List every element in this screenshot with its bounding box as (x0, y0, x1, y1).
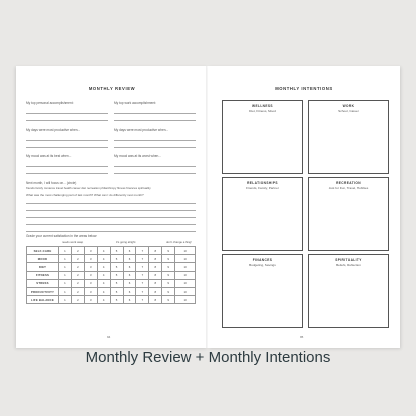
intention-box-title: SPIRITUALITY (335, 258, 362, 262)
grid-score-cell: 2 (71, 247, 84, 255)
grid-row-label: FITNESS (27, 271, 59, 279)
grid-score-cell: 10 (175, 279, 196, 287)
grid-score-cell: 5 (110, 263, 123, 271)
grid-score-cell: 5 (110, 247, 123, 255)
writing-line (26, 203, 196, 204)
grid-score-cell: 7 (136, 271, 149, 279)
grid-score-cell: 1 (59, 279, 72, 287)
grid-score-cell: 2 (71, 287, 84, 295)
grid-row-label: STRESS (27, 279, 59, 287)
product-caption: Monthly Review + Monthly Intentions (85, 349, 331, 366)
grid-score-cell: 4 (97, 263, 110, 271)
grid-row (27, 255, 196, 263)
grid-score-cell: 8 (149, 263, 162, 271)
prompt-rate: Grade your current satisfaction in the areas below: (26, 234, 98, 238)
grid-score-cell: 10 (175, 287, 196, 295)
grid-score-cell: 4 (97, 287, 110, 295)
grid-score-cell: 9 (162, 247, 175, 255)
grid-score-cell: 8 (149, 255, 162, 263)
intention-box-wellness (222, 100, 303, 174)
grid-row (27, 247, 196, 255)
prompt-productive-2: My days were most productive when... (114, 128, 169, 132)
monthly-review-title: MONTHLY REVIEW (88, 86, 136, 91)
writing-line (26, 147, 108, 148)
grid-score-cell: 7 (136, 279, 149, 287)
scale-label-low: needs work asap (62, 240, 84, 244)
grid-score-cell: 3 (84, 247, 97, 255)
grid-score-cell: 7 (136, 287, 149, 295)
writing-line (26, 173, 108, 174)
prompt-work-accomplishment: My top work accomplishment: (114, 101, 156, 105)
grid-score-cell: 10 (175, 247, 196, 255)
grid-score-cell: 4 (97, 296, 110, 304)
intention-box-title: RELATIONSHIPS (247, 181, 278, 185)
intention-box-subtitle: School, Career (338, 108, 359, 113)
writing-line (114, 147, 196, 148)
intention-box-subtitle: Budgeting, Savings (249, 262, 276, 267)
grid-score-cell: 8 (149, 279, 162, 287)
writing-line (114, 140, 196, 141)
writing-line (26, 120, 108, 121)
intention-box-subtitle: Diet, Fitness, Mood (249, 108, 276, 113)
monthly-review-page (16, 66, 208, 348)
writing-line (26, 166, 108, 167)
grid-score-cell: 2 (71, 263, 84, 271)
grid-score-cell: 5 (110, 296, 123, 304)
grid-score-cell: 9 (162, 263, 175, 271)
grid-row (27, 263, 196, 271)
grid-score-cell: 3 (84, 279, 97, 287)
prompt-mood-best: My mood was at its best when... (26, 154, 72, 158)
intention-box-spirituality (308, 254, 389, 328)
grid-score-cell: 10 (175, 263, 196, 271)
grid-score-cell: 1 (59, 247, 72, 255)
intention-box-work (308, 100, 389, 174)
grid-score-cell: 8 (149, 287, 162, 295)
intention-box-subtitle: Just for Fun, Travel, Hobbies (328, 185, 369, 190)
writing-line (26, 210, 196, 211)
grid-score-cell: 4 (97, 271, 110, 279)
grid-score-cell: 7 (136, 247, 149, 255)
prompt-personal-accomplishment: My top personal accomplishment: (26, 101, 74, 105)
monthly-intentions-page (208, 66, 400, 348)
prompt-productive-1: My days were most productive when... (26, 128, 81, 132)
monthly-intentions-title: MONTHLY INTENTIONS (275, 86, 333, 91)
grid-score-cell: 7 (136, 255, 149, 263)
intention-box-relationships (222, 177, 303, 251)
grid-score-cell: 1 (59, 255, 72, 263)
grid-score-cell: 6 (123, 263, 136, 271)
writing-line (26, 231, 196, 232)
intention-box-subtitle: Beliefs, Reflection (336, 262, 361, 267)
grid-score-cell: 8 (149, 247, 162, 255)
grid-row-label: SELF-CARE (27, 247, 59, 255)
grid-row (27, 271, 196, 279)
grid-score-cell: 6 (123, 247, 136, 255)
grid-score-cell: 1 (59, 296, 72, 304)
grid-row (27, 279, 196, 287)
grid-score-cell: 1 (59, 263, 72, 271)
intention-box-title: WORK (342, 104, 355, 108)
grid-score-cell: 8 (149, 271, 162, 279)
writing-line (26, 113, 108, 114)
grid-score-cell: 9 (162, 271, 175, 279)
grid-score-cell: 5 (110, 271, 123, 279)
grid-score-cell: 7 (136, 296, 149, 304)
grid-score-cell: 6 (123, 296, 136, 304)
grid-score-cell: 2 (71, 279, 84, 287)
grid-score-cell: 10 (175, 271, 196, 279)
intention-box-title: WELLNESS (252, 104, 273, 108)
grid-score-cell: 6 (123, 279, 136, 287)
grid-score-cell: 2 (71, 255, 84, 263)
grid-score-cell: 2 (71, 271, 84, 279)
grid-score-cell: 4 (97, 279, 110, 287)
grid-score-cell: 3 (84, 296, 97, 304)
writing-line (114, 113, 196, 114)
intention-box-title: RECREATION (336, 181, 361, 185)
grid-row-label: LIFE BALANCE (27, 296, 59, 304)
focus-options: friends family romance travel health career diet recreation philanthropy fitness finances spirituality (26, 186, 151, 190)
page-number-left: 94 (107, 335, 111, 339)
grid-row (27, 287, 196, 295)
grid-score-cell: 10 (175, 255, 196, 263)
satisfaction-grid (26, 246, 196, 304)
grid-score-cell: 3 (84, 255, 97, 263)
scale-label-mid: it's going alright (116, 240, 136, 244)
grid-score-cell: 4 (97, 255, 110, 263)
page-number-right: 95 (300, 335, 304, 339)
intention-box-subtitle: Friends, Family, Partner (246, 185, 279, 190)
grid-score-cell: 1 (59, 271, 72, 279)
grid-row-label: MOOD (27, 255, 59, 263)
prompt-next-month: Next month, I will focus on... (circle) (26, 181, 77, 185)
grid-score-cell: 5 (110, 287, 123, 295)
grid-score-cell: 9 (162, 296, 175, 304)
grid-score-cell: 9 (162, 279, 175, 287)
grid-score-cell: 3 (84, 263, 97, 271)
intention-box-recreation (308, 177, 389, 251)
grid-score-cell: 6 (123, 287, 136, 295)
writing-line (26, 140, 108, 141)
grid-score-cell: 9 (162, 287, 175, 295)
grid-score-cell: 5 (110, 255, 123, 263)
grid-score-cell: 5 (110, 279, 123, 287)
grid-row-label: DIET (27, 263, 59, 271)
prompt-mood-worst: My mood was at its worst when... (114, 154, 161, 158)
intention-box-title: FINANCES (252, 258, 273, 262)
writing-line (114, 120, 196, 121)
grid-score-cell: 3 (84, 287, 97, 295)
scale-label-high: don't change a thing! (166, 240, 192, 244)
grid-score-cell: 6 (123, 255, 136, 263)
writing-line (26, 217, 196, 218)
grid-score-cell: 8 (149, 296, 162, 304)
grid-row-label: PRODUCTIVITY (27, 287, 59, 295)
grid-score-cell: 4 (97, 247, 110, 255)
writing-line (26, 224, 196, 225)
grid-row (27, 296, 196, 304)
prompt-challenge: What was the most challenging part of last month? What can I do differently next month? (26, 193, 144, 197)
grid-score-cell: 10 (175, 296, 196, 304)
writing-line (114, 166, 196, 167)
grid-score-cell: 9 (162, 255, 175, 263)
grid-score-cell: 6 (123, 271, 136, 279)
grid-score-cell: 3 (84, 271, 97, 279)
grid-score-cell: 7 (136, 263, 149, 271)
intention-box-finances (222, 254, 303, 328)
writing-line (114, 173, 196, 174)
grid-score-cell: 2 (71, 296, 84, 304)
grid-score-cell: 1 (59, 287, 72, 295)
